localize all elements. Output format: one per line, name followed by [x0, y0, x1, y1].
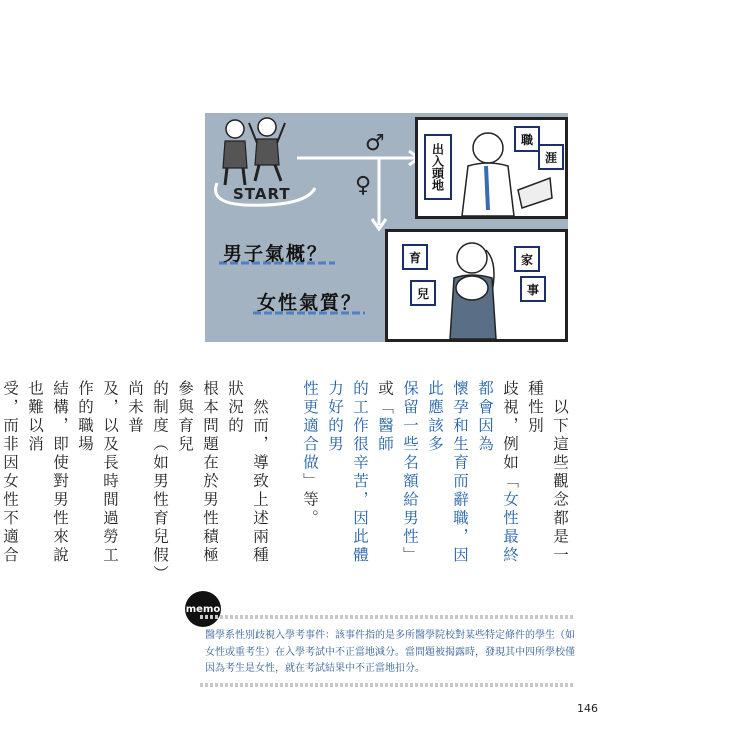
text-segment: 結構，即使對男性來說也難以消 [26, 380, 69, 565]
memo-text: 醫學系性別歧視入學考事件：該事件指的是多所醫學院校對某些特定條件的學生（如女性或重考生）在入學考試中不正當地減分。當問題被揭露時，發現其中四所學校僅因為考生是女性，就在考試結果中不正當地扣分。 [205, 630, 575, 674]
highlight-text: 懷孕和生育而辭職，因此應該多 [426, 380, 469, 565]
text-column [222, 380, 272, 580]
text-segment: 受，而非因女性不適合 [1, 380, 19, 565]
text-segment: 以下這些觀念都是一種性別 [526, 380, 569, 565]
page-number: 146 [577, 702, 598, 715]
text-column [272, 380, 297, 580]
text-segment: 及，以及長時間過勞工作的職場 [76, 380, 119, 565]
text-column [297, 380, 322, 580]
text-column [522, 380, 572, 580]
text-segment: 」等。 [301, 472, 319, 528]
tag-housework-1: 家 [514, 246, 540, 272]
tag-career-1: 職 [514, 126, 540, 152]
text-column [72, 380, 122, 580]
slogan-femininity: 女性氣質？ [257, 292, 363, 314]
text-column [122, 380, 172, 580]
text-column [22, 380, 72, 580]
tag-career-2: 涯 [538, 144, 564, 170]
highlight-text: 性更適合做 [301, 380, 319, 473]
text-segment: 的制度（如男性育兒假）尚未普 [126, 380, 169, 576]
text-segment: 」或「 [376, 380, 419, 565]
text-column [422, 380, 472, 580]
slogan-masculinity: 男子氣概？ [223, 243, 329, 265]
text-segment: 根本問題在於男性積極參與育兒 [176, 380, 219, 565]
illustration [205, 113, 568, 342]
text-column [472, 380, 522, 580]
tag-childcare-2: 兒 [410, 280, 436, 306]
male-symbol-icon: ♂ [365, 131, 385, 156]
highlight-text: 醫師 [376, 417, 394, 454]
highlight-text: 女性最終都會因為 [476, 380, 519, 565]
businesspeople-figures [223, 118, 285, 185]
tag-housework-2: 事 [520, 276, 546, 302]
body-text [1, 380, 572, 580]
text-segment: 歧視，例如「 [501, 380, 519, 491]
female-childcare-panel [385, 229, 568, 342]
highlight-text: 的工作很辛苦，因此體力好的男 [326, 380, 369, 565]
tag-career-success: 出入頭地 [424, 134, 452, 200]
text-segment: 然而，導致上述兩種狀況的 [226, 380, 269, 565]
memo-bottom-rule [200, 682, 580, 688]
text-column [172, 380, 222, 580]
female-symbol-icon: ♀ [355, 173, 372, 198]
tag-childcare-1: 育 [402, 244, 428, 270]
male-career-panel [415, 117, 568, 219]
memo-top-rule [200, 614, 580, 620]
text-column [322, 380, 372, 580]
start-label: START [233, 185, 291, 203]
highlight-text: 保留一些名額給男性 [401, 380, 419, 547]
text-column [372, 380, 422, 580]
text-column [0, 380, 22, 580]
memo-badge: memo [185, 591, 221, 627]
